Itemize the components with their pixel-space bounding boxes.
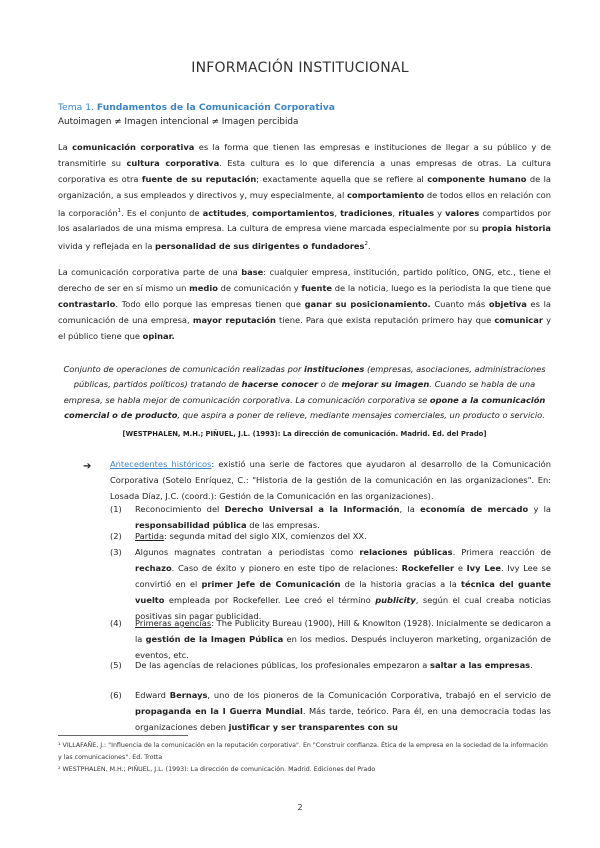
footnote-ref: 1 <box>117 207 122 214</box>
antecedentes-link[interactable]: Antecedentes históricos <box>110 459 212 469</box>
paragraph-1: La comunicación corporativa es la forma que tienen las empresas e instituciones de llegar a su público y de transmitirle su cultura corporativa. Esta cultura es lo que diferencia a unas empresas de otras. La cultura corporativa es otra fuente de su reputación; exactamente aquella que se refiere al componente humano de la organización, a sus empleados y directivos y, muy especialmente, al comportamiento de todos ellos en relación con la corporación$^1$. Es el conjunto de actitudes, comportamientos, tradiciones, rituales y valores compartidos por los asalariados de una misma empresa. La cultura de empresa viene marcada especialmente por su propia historia vivida y reflejada en la personalidad de sus dirigentes o fundadores$^2$. <box>58 142 552 251</box>
list-item: (4) Primeras agencias: The Publicity Bureau (1900), Hill & Knowlton (1928). Inicialmente se dedicaron a la gestión de la Imagen Pública en los medios. Después incluyeron marketing, organización de eventos, etc. <box>110 618 552 660</box>
page-title: INFORMACIÓN INSTITUCIONAL <box>191 60 409 76</box>
footnote-ref: 2 <box>364 241 368 248</box>
page-number: 2 <box>297 803 303 812</box>
quote-citation: [WESTPHALEN, M.H.; PIÑUEL, J.L. (1993): La dirección de comunicación. Madrid. Ed. del Prado] <box>122 430 487 438</box>
footnote-2: ² WESTPHALEN, M.H.; PIÑUEL, J.L. (1993): La dirección de comunicación. Madrid. Ediciones del Prado <box>58 766 376 773</box>
arrow-bullet-icon: ➔ <box>83 461 92 472</box>
footnote-1: ¹ VILLAFAÑE, J.: "Influencia de la comunicación en la reputación corporativa". En "Construir confianza. Ética de la empresa en la sociedad de la información y las comunicaciones". Ed. Trotta <box>58 742 548 761</box>
definition-quote: Conjunto de operaciones de comunicación realizadas por instituciones (empresas, asociaciones, administraciones públicas, partidos políticos) tratando de hacerse conocer o de mejorar su imagen. Cuando se habla de una empresa, se habla mejor de comunicación corporativa. La comunicación corporativa se opone a la comunicación comercial o de producto, que aspira a poner de relieve, mediante mensajes comerciales, un producto o servicio. <box>63 364 546 420</box>
section-subtitle: Autoimagen ≠ Imagen intencional ≠ Imagen percibida <box>58 117 299 127</box>
list-item: (2) Partida: segunda mitad del siglo XIX, comienzos del XX. <box>110 531 367 541</box>
list-item: (5) De las agencias de relaciones públicas, los profesionales empezaron a saltar a las empresas. <box>110 660 533 670</box>
section-prefix: Tema 1. <box>58 102 97 113</box>
list-item: (6) Edward Bernays, uno de los pioneros de la Comunicación Corporativa, trabajó en el servicio de propaganda en la I Guerra Mundial. Más tarde, teórico. Para él, en una democracia todas las organizaciones deben justificar y ser transparentes con su <box>110 690 551 732</box>
list-item: (1) Reconocimiento del Derecho Universal a la Información, la economía de mercado y la responsabilidad pública de las empresas. <box>110 504 552 530</box>
footnote-divider <box>58 735 188 736</box>
section-heading <box>58 102 335 113</box>
paragraph-2: La comunicación corporativa parte de una base: cualquier empresa, institución, partido político, ONG, etc., tiene el derecho de ser en sí mismo un medio de comunicación y fuente de la noticia, luego es la periodista la que tiene que contrastarlo. Todo ello porque las empresas tienen que ganar su posicionamiento. Cuanto más objetiva es la comunicación de una empresa, mayor reputación tiene. Para que exista reputación primero hay que comunicar y el público tiene que opinar. <box>58 267 552 341</box>
list-item: (3) Algunos magnates contratan a periodistas como relaciones públicas. Primera reacción de rechazo. Caso de éxito y pionero en este tipo de relaciones: Rockefeller e Ivy Lee. Ivy Lee se convirtió en el primer Jefe de Comunicación de la historia gracias a la técnica del guante vuelto empleada por Rockefeller. Lee creó el término publicity, según el cual creaba noticias positivas sin pagar publicidad. <box>110 547 552 621</box>
antecedentes-paragraph: Antecedentes históricos: existió una serie de factores que ayudaron al desarrollo de la Comunicación Corporativa (Sotelo Enríquez, C.: "Historia de la gestión de la comunicación en las organizaciones". En: Losada Díaz, J.C. (coord.): Gestión de la Comunicación en las organizaciones). <box>110 459 551 501</box>
section-title: Fundamentos de la Comunicación Corporativa <box>96 102 335 113</box>
